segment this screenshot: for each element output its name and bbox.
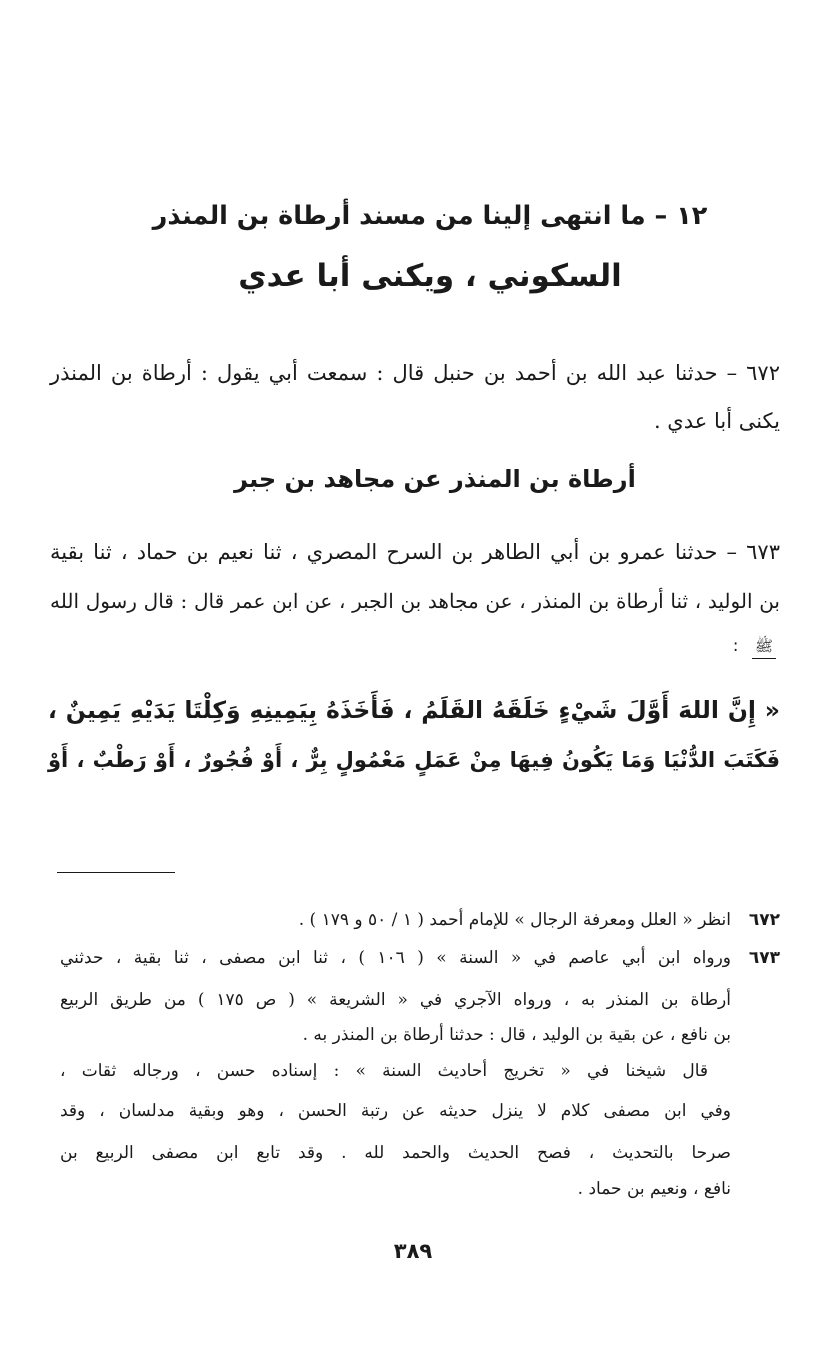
page-number: ٣٨٩ bbox=[393, 1239, 433, 1263]
section-heading: أرطاة بن المنذر عن مجاهد بن جبر bbox=[234, 465, 636, 493]
salutation-line bbox=[0, 634, 776, 659]
footnote-separator bbox=[57, 872, 175, 873]
salutation-mark: ﷺ bbox=[752, 634, 776, 659]
footnote-673-number: ٦٧٣ bbox=[748, 948, 780, 968]
chapter-title-line-2: السكوني ، ويكنى أبا عدي bbox=[238, 258, 622, 294]
footnote-673-line-2: أرطاة بن المنذر به ، ورواه الآجري في « الشريعة » ( ص ١٧٥ ) من طريق الربيع bbox=[60, 990, 731, 1010]
footnote-672-line-1: انظر « العلل ومعرفة الرجال » للإمام أحمد ( ١ / ٥٠ و ١٧٩ ) . bbox=[298, 910, 731, 930]
hadith-line-2: فَكَتَبَ الدُّنْيَا وَمَا يَكُونُ فِيهَا مِنْ عَمَلٍ مَعْمُولٍ بِرٌّ ، أَوْ فُجُورٌ ، أَوْ رَطْبٌ ، أَوْ bbox=[48, 748, 780, 772]
footnote-673-line-7: نافع ، ونعيم بن حماد . bbox=[577, 1179, 731, 1199]
entry-672-line-2: يكنى أبا عدي . bbox=[653, 409, 780, 433]
salutation-colon: : bbox=[732, 636, 739, 656]
footnote-673-line-1: ورواه ابن أبي عاصم في « السنة » ( ١٠٦ ) ، ثنا ابن مصفى ، ثنا بقية ، حدثني bbox=[60, 948, 731, 968]
footnote-672-number: ٦٧٢ bbox=[748, 910, 780, 930]
footnote-673-line-3: بن نافع ، عن بقية بن الوليد ، قال : حدثنا أرطاة بن المنذر به . bbox=[302, 1025, 731, 1045]
footnote-673-line-5: وفي ابن مصفى كلام لا ينزل حديثه عن رتبة الحسن ، وهو وبقية مدلسان ، وقد bbox=[60, 1101, 731, 1121]
footnote-673-line-6: صرحا بالتحديث ، فصح الحديث والحمد لله . وقد تابع ابن مصفى الربيع بن bbox=[60, 1143, 731, 1163]
hadith-line-1: « إِنَّ اللهَ أَوَّلَ شَيْءٍ خَلَقَهُ القَلَمُ ، فَأَخَذَهُ بِيَمِينِهِ وَكِلْتَا يَدَيْهِ يَمِينٌ ، bbox=[48, 696, 780, 724]
entry-673-line-1: ٦٧٣ – حدثنا عمرو بن أبي الطاهر بن السرح المصري ، ثنا نعيم بن حماد ، ثنا بقية bbox=[50, 540, 780, 564]
entry-673-line-2: بن الوليد ، ثنا أرطاة بن المنذر ، عن مجاهد بن الجبر ، عن ابن عمر قال : قال رسول الله bbox=[50, 589, 780, 613]
footnote-673-line-4: قال شيخنا في « تخريج أحاديث السنة » : إسناده حسن ، ورجاله ثقات ، bbox=[60, 1061, 708, 1081]
entry-672-line-1: ٦٧٢ – حدثنا عبد الله بن أحمد بن حنبل قال : سمعت أبي يقول : أرطاة بن المنذر bbox=[50, 361, 780, 385]
chapter-title-line-1: ١٢ – ما انتهى إلينا من مسند أرطاة بن المنذر bbox=[152, 201, 708, 231]
